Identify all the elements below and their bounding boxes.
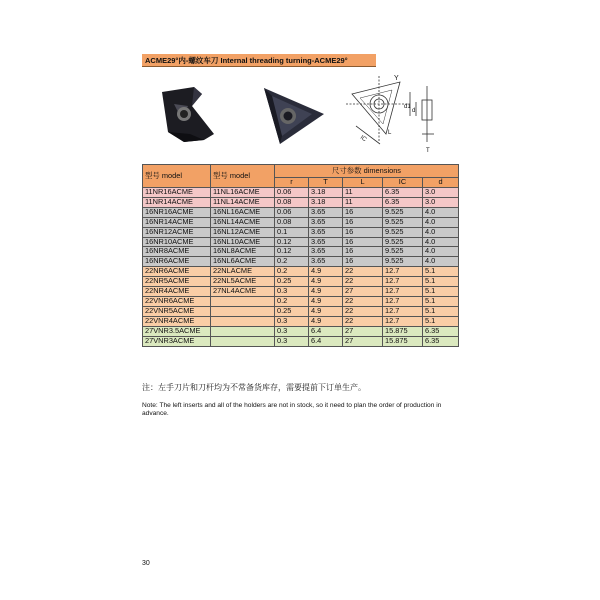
cell: 9.525 [383, 247, 423, 257]
cell: 16NR8ACME [143, 247, 211, 257]
cell: 16NL12ACME [211, 227, 275, 237]
cell: 27 [343, 287, 383, 297]
cell: 16 [343, 237, 383, 247]
table-row [143, 287, 459, 297]
cell: 16 [343, 227, 383, 237]
cell: 0.12 [275, 247, 309, 257]
y-label: Y [394, 75, 399, 82]
cell: 12.7 [383, 287, 423, 297]
cell: 16 [343, 247, 383, 257]
d-label: d [412, 108, 416, 114]
col-r: r [275, 178, 309, 188]
cell: 4.0 [423, 247, 459, 257]
cell: 0.3 [275, 287, 309, 297]
cell: 0.2 [275, 267, 309, 277]
cell: 16NL8ACME [211, 247, 275, 257]
cell: 27NL4ACME [211, 287, 275, 297]
cell: 22VNR5ACME [143, 306, 211, 316]
cell: 9.525 [383, 237, 423, 247]
cell: 0.06 [275, 188, 309, 198]
cell: 16NR6ACME [143, 257, 211, 267]
cell: 4.0 [423, 257, 459, 267]
dimensions-header: 尺寸参数 dimensions [275, 165, 459, 178]
cell: 16NL16ACME [211, 207, 275, 217]
cell: 9.525 [383, 227, 423, 237]
model-header-right: 型号 model [143, 165, 211, 188]
product-images [142, 72, 458, 158]
cell: 5.1 [423, 296, 459, 306]
cell: 11NL14ACME [211, 197, 275, 207]
table-row [143, 207, 459, 217]
cell: 22 [343, 306, 383, 316]
cell: 3.65 [309, 257, 343, 267]
cell: 16NR12ACME [143, 227, 211, 237]
cell: 12.7 [383, 277, 423, 287]
cell: 0.2 [275, 296, 309, 306]
cell: 6.35 [383, 188, 423, 198]
table-row [143, 227, 459, 237]
page-number: 30 [142, 560, 150, 567]
cell: 3.0 [423, 197, 459, 207]
model-header-left: 型号 model [211, 165, 275, 188]
cell: 9.525 [383, 207, 423, 217]
cell: 12.7 [383, 306, 423, 316]
l-label: L [388, 130, 392, 136]
cell: 16NR14ACME [143, 217, 211, 227]
cell: 22NLACME [211, 267, 275, 277]
table-row [143, 247, 459, 257]
cell: 0.06 [275, 207, 309, 217]
cell: 5.1 [423, 306, 459, 316]
cell: 11 [343, 197, 383, 207]
cell: 6.35 [383, 197, 423, 207]
cell: 3.18 [309, 197, 343, 207]
cell: 15.875 [383, 336, 423, 346]
cell: 12.7 [383, 296, 423, 306]
cell: 15.875 [383, 326, 423, 336]
cell: 27VNR3ACME [143, 336, 211, 346]
cell: 0.3 [275, 316, 309, 326]
col-t: T [309, 178, 343, 188]
cell: 4.9 [309, 316, 343, 326]
table-header-row [143, 165, 459, 178]
cell: 22VNR4ACME [143, 316, 211, 326]
cell: 4.0 [423, 207, 459, 217]
table-row [143, 188, 459, 198]
cell: 4.9 [309, 277, 343, 287]
table-row [143, 306, 459, 316]
cell [211, 326, 275, 336]
t-label: T [426, 148, 430, 154]
table-row [143, 316, 459, 326]
col-d: d [423, 178, 459, 188]
cell: 16 [343, 257, 383, 267]
cell: 9.525 [383, 257, 423, 267]
cell: 0.2 [275, 257, 309, 267]
cell: 16NL6ACME [211, 257, 275, 267]
col-ic: IC [383, 178, 423, 188]
cell: 16 [343, 207, 383, 217]
cell: 9.525 [383, 217, 423, 227]
insert-top-view-photo [254, 80, 334, 150]
table-row [143, 237, 459, 247]
cell: 11NR16ACME [143, 188, 211, 198]
cell: 3.65 [309, 207, 343, 217]
cell: 22NR6ACME [143, 267, 211, 277]
dimensions-table [142, 164, 459, 347]
cell: 27 [343, 326, 383, 336]
cell: 27 [343, 336, 383, 346]
cell: 22 [343, 277, 383, 287]
cell: 3.65 [309, 227, 343, 237]
table-row [143, 277, 459, 287]
cell: 16NR10ACME [143, 237, 211, 247]
cell: 12.7 [383, 267, 423, 277]
cell: 0.08 [275, 217, 309, 227]
cell: 22NR4ACME [143, 287, 211, 297]
table-row [143, 217, 459, 227]
cell [211, 336, 275, 346]
cell: 0.25 [275, 306, 309, 316]
cell: 0.3 [275, 336, 309, 346]
cell: 11 [343, 188, 383, 198]
cell: 6.35 [423, 326, 459, 336]
cell: 16NR16ACME [143, 207, 211, 217]
table-row [143, 336, 459, 346]
cell: 11NR14ACME [143, 197, 211, 207]
cell [211, 306, 275, 316]
cell: 22NL5ACME [211, 277, 275, 287]
table-row [143, 257, 459, 267]
cell: 16 [343, 217, 383, 227]
table-row [143, 326, 459, 336]
cell: 0.1 [275, 227, 309, 237]
cell: 3.65 [309, 247, 343, 257]
cell: 0.25 [275, 277, 309, 287]
cell: 3.65 [309, 217, 343, 227]
cell: 22 [343, 316, 383, 326]
cell [211, 316, 275, 326]
cell: 5.1 [423, 277, 459, 287]
cell: 22VNR6ACME [143, 296, 211, 306]
cell: 5.1 [423, 287, 459, 297]
note-chinese: 注：左手刀片和刀杆均为不常备货库存，需要提前下订单生产。 [142, 383, 366, 392]
cell: 22 [343, 296, 383, 306]
cell: 5.1 [423, 316, 459, 326]
cell: 4.0 [423, 227, 459, 237]
cell: 27VNR3.5ACME [143, 326, 211, 336]
cell: 4.9 [309, 287, 343, 297]
cell: 16NL14ACME [211, 217, 275, 227]
cell: 22NR5ACME [143, 277, 211, 287]
cell: 6.35 [423, 336, 459, 346]
cell: 0.12 [275, 237, 309, 247]
table-row [143, 197, 459, 207]
cell: 5.1 [423, 267, 459, 277]
table-row [143, 296, 459, 306]
cell: 4.9 [309, 296, 343, 306]
cell: 4.0 [423, 217, 459, 227]
cell: 4.0 [423, 237, 459, 247]
cell: 6.4 [309, 326, 343, 336]
cell: 3.65 [309, 237, 343, 247]
cell: 3.18 [309, 188, 343, 198]
cell: 3.0 [423, 188, 459, 198]
section-title: ACME29°内-螺纹车刀 Internal threading turning-ACME29° [142, 54, 376, 67]
cell: 0.08 [275, 197, 309, 207]
cell: 6.4 [309, 336, 343, 346]
threading-insert-photo [154, 84, 234, 146]
cell: 12.7 [383, 316, 423, 326]
ic-label: IC [358, 134, 368, 144]
cell: 0.3 [275, 326, 309, 336]
table-row [143, 267, 459, 277]
note-english: Note: The left inserts and all of the holders are not in stock, so it need to plan the order of production in advance. [142, 402, 442, 417]
cell: 4.9 [309, 306, 343, 316]
cell: 11NL16ACME [211, 188, 275, 198]
cell: 22 [343, 267, 383, 277]
d1-label: d1 [404, 104, 411, 110]
dimension-diagram [342, 72, 452, 156]
col-l: L [343, 178, 383, 188]
cell: 4.9 [309, 267, 343, 277]
cell: 16NL10ACME [211, 237, 275, 247]
cell [211, 296, 275, 306]
